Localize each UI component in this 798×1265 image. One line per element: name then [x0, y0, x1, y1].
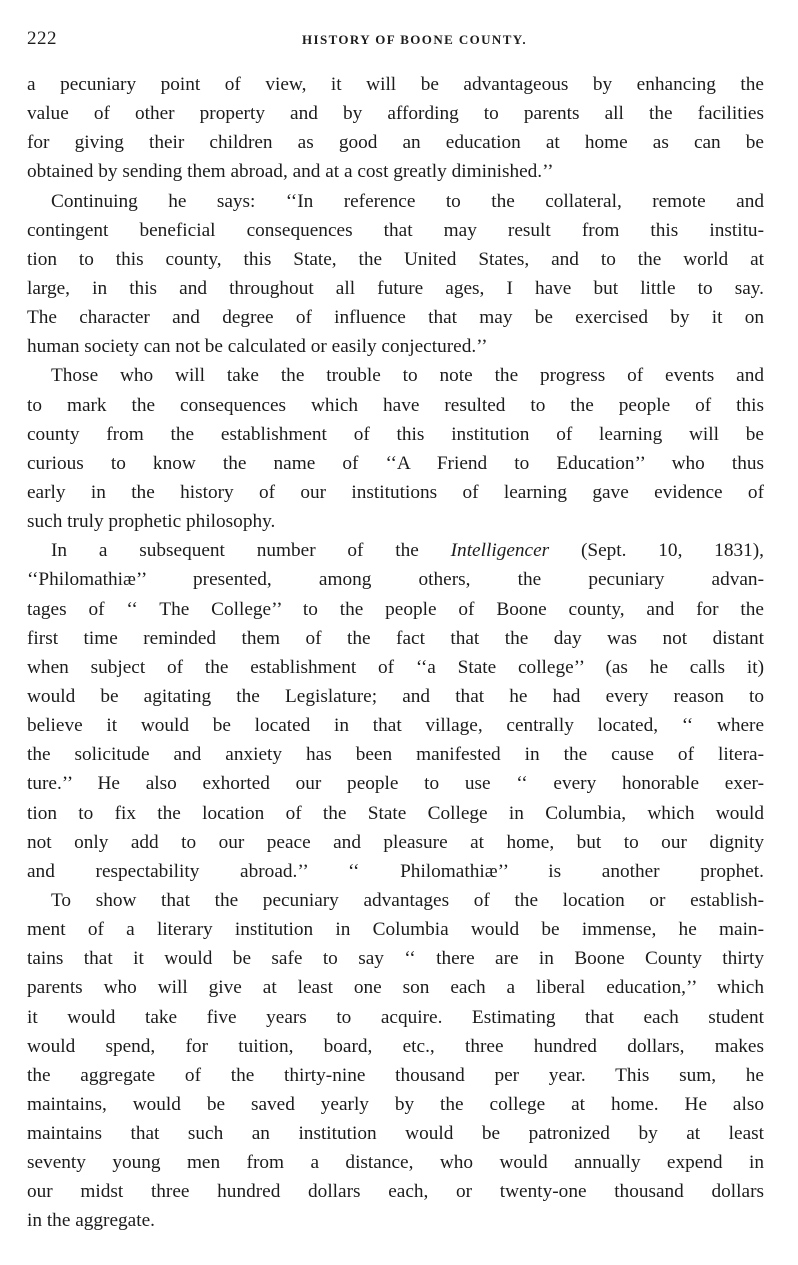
text-line: and respectability abroad.’’ ‘‘ Philomathiæ’’ is another prophet. [27, 860, 764, 882]
text-segment: In a subsequent number of the [51, 540, 451, 562]
text-segment: (Sept. 10, 1831), [549, 540, 764, 562]
text-line: tion to this county, this State, the United States, and to the world at [27, 248, 764, 270]
text-line: early in the history of our institutions of learning gave evidence of [27, 481, 764, 503]
text-line: To show that the pecuniary advantages of the location or establish- [51, 889, 764, 911]
text-line: contingent beneficial consequences that may result from this institu- [27, 219, 764, 241]
page-number: 222 [27, 28, 57, 49]
text-line: tion to fix the location of the State College in Columbia, which would [27, 802, 764, 824]
text-line: in the aggregate. [27, 1210, 155, 1232]
text-line: tains that it would be safe to say ‘‘ there are in Boone County thirty [27, 948, 764, 970]
text-line: a pecuniary point of view, it will be advantageous by enhancing the [27, 74, 764, 95]
text-line: value of other property and by affording to parents all the facilities [27, 103, 764, 125]
text-line: Those who will take the trouble to note the progress of events and [51, 365, 764, 387]
page-header [27, 28, 762, 54]
text-line: for giving their children as good an education at home as can be [27, 132, 764, 154]
text-line: The character and degree of influence that may be exercised by it on [27, 307, 764, 329]
text-line: parents who will give at least one son each a liberal education,’’ which [27, 977, 764, 999]
text-line: when subject of the establishment of ‘‘a State college’’ (as he calls it) [27, 656, 764, 678]
text-line: such truly prophetic philosophy. [27, 511, 276, 533]
text-line: human society can not be calculated or easily conjectured.’’ [27, 336, 488, 358]
text-line: believe it would be located in that village, centrally located, ‘‘ where [27, 715, 764, 737]
text-line: tages of ‘‘ The College’’ to the people of Boone county, and for the [27, 598, 764, 620]
text-line: first time reminded them of the fact that the day was not distant [27, 627, 764, 649]
text-line: would spend, for tuition, board, etc., three hundred dollars, makes [27, 1035, 764, 1057]
text-line: ture.’’ He also exhorted our people to use ‘‘ every honorable exer- [27, 773, 764, 795]
page-body-text [27, 70, 764, 1236]
text-line: Continuing he says: ‘‘In reference to the collateral, remote and [51, 190, 764, 212]
text-line: seventy young men from a distance, who would annually expend in [27, 1152, 764, 1174]
text-line: ment of a literary institution in Columbia would be immense, he main- [27, 919, 764, 941]
text-line: the aggregate of the thirty-nine thousand per year. This sum, he [27, 1064, 764, 1086]
text-line: large, in this and throughout all future ages, I have but little to say. [27, 277, 764, 299]
text-line: it would take five years to acquire. Estimating that each student [27, 1006, 764, 1028]
text-line: ‘‘Philomathiæ’’ presented, among others, the pecuniary advan- [27, 569, 764, 591]
text-line: to mark the consequences which have resulted to the people of this [27, 394, 764, 416]
text-line: maintains that such an institution would be patronized by at least [27, 1123, 764, 1145]
italic-title: Intelligencer [450, 540, 550, 562]
text-line: county from the establishment of this institution of learning will be [27, 423, 764, 445]
text-line [27, 536, 764, 565]
text-line: the solicitude and anxiety has been manifested in the cause of litera- [27, 744, 764, 766]
text-line: maintains, would be saved yearly by the college at home. He also [27, 1093, 764, 1115]
running-head: HISTORY OF BOONE COUNTY. [301, 32, 528, 47]
text-line: would be agitating the Legislature; and that he had every reason to [27, 685, 764, 707]
text-line: curious to know the name of ‘‘A Friend to Education’’ who thus [27, 452, 764, 474]
text-line: obtained by sending them abroad, and at a cost greatly diminished.’’ [27, 161, 554, 183]
text-line: our midst three hundred dollars each, or twenty-one thousand dollars [27, 1181, 764, 1203]
text-line: not only add to our peace and pleasure at home, but to our dignity [27, 831, 764, 853]
